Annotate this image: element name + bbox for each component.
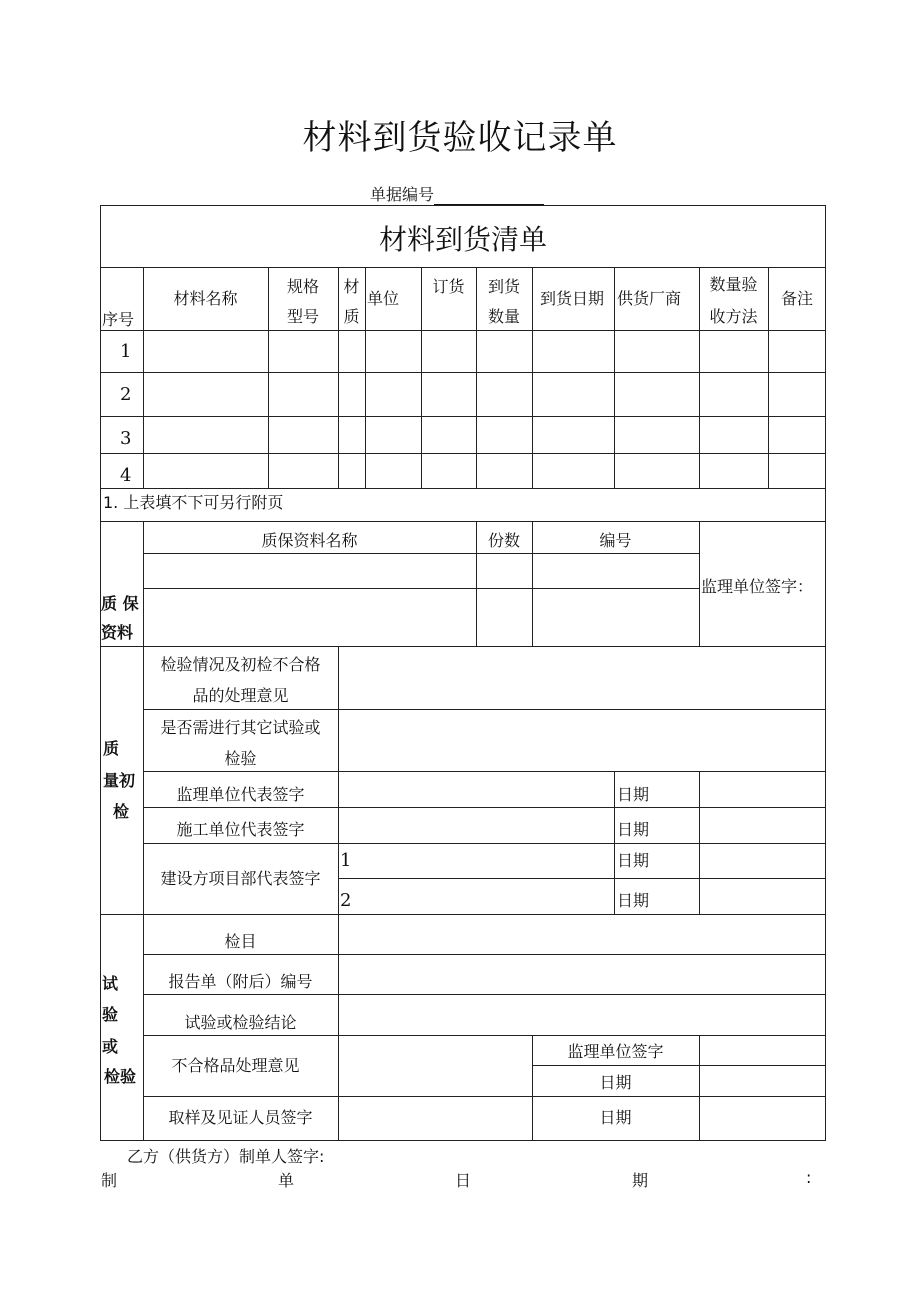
contractor-rep-label: 施工单位代表签字 (176, 820, 305, 839)
initial-section-label: 质 (103, 739, 120, 758)
header-material-2: 质 (343, 307, 360, 326)
footer-char: 期 (632, 1171, 649, 1190)
owner-rep-1: 1 (340, 850, 352, 871)
rule (100, 372, 826, 373)
rule (614, 267, 615, 488)
rule (100, 521, 826, 522)
header-method-1: 数量验 (709, 275, 758, 294)
other-test-label: 是否需进行其它试验或 (160, 718, 321, 737)
test-section-label: 验 (102, 1005, 119, 1024)
owner-rep-2: 2 (340, 890, 352, 911)
rule (338, 914, 339, 1141)
rule (143, 588, 699, 589)
page-title: 材料到货验收记录单 (302, 118, 618, 158)
qa-number-header: 编号 (599, 531, 632, 550)
header-spec-2: 型号 (286, 307, 319, 326)
date-label: 日期 (599, 1073, 632, 1092)
row-number: 3 (120, 428, 132, 449)
footer-char: 日 (455, 1171, 472, 1190)
header-unit: 单位 (367, 289, 400, 308)
rule (699, 1035, 700, 1141)
row-number: 1 (120, 341, 132, 362)
nonconforming-opinion-label: 不合格品处理意见 (171, 1056, 300, 1075)
table-note: 1. 上表填不下可另行附页 (103, 493, 284, 512)
inspection-opinion-label: 品的处理意见 (192, 686, 289, 705)
date-label: 日期 (617, 851, 650, 870)
rule (100, 267, 826, 268)
table-title: 材料到货清单 (378, 223, 547, 256)
header-spec-1: 规格 (286, 277, 319, 296)
footer-char: 制 (101, 1171, 118, 1190)
supervisor-sign-label: 监理单位签字： (701, 577, 814, 596)
qa-section-label: 质 保 (101, 594, 139, 613)
rule (338, 878, 826, 879)
other-test-label: 检验 (224, 749, 257, 768)
header-remark: 备注 (780, 289, 813, 308)
date-label: 日期 (617, 785, 650, 804)
header-arrival-1: 到货 (487, 277, 520, 296)
test-supervisor-sign-label: 监理单位签字 (567, 1042, 664, 1061)
date-label: 日期 (599, 1108, 632, 1127)
report-number-label: 报告单（附后）编号 (168, 972, 313, 991)
owner-rep-label: 建设方项目部代表签字 (160, 869, 321, 888)
doc-number-line (370, 182, 544, 205)
qa-doc-name-header: 质保资料名称 (261, 531, 358, 550)
header-arrival-date: 到货日期 (540, 289, 605, 308)
footer-char: 单 (278, 1171, 295, 1190)
date-label: 日期 (617, 891, 650, 910)
rule (100, 914, 826, 915)
sampler-sign-label: 取样及见证人员签字 (168, 1108, 313, 1127)
preparer-sign-label: 乙方（供货方）制单人签字: (127, 1147, 325, 1166)
initial-section-label: 检 (113, 802, 130, 821)
rule (699, 771, 700, 914)
rule (532, 267, 533, 488)
qa-section-label: 资料 (101, 623, 134, 642)
initial-section-label: 量初 (103, 771, 136, 790)
rule (100, 416, 826, 417)
inspection-opinion-label: 检验情况及初检不合格 (160, 655, 321, 674)
test-section-label: 或 (102, 1037, 119, 1056)
test-item-label: 检目 (224, 932, 257, 951)
header-seq: 序号 (102, 310, 135, 329)
rule (699, 267, 700, 488)
test-section-label: 检验 (104, 1067, 137, 1086)
rule (100, 646, 826, 647)
date-label: 日期 (617, 820, 650, 839)
rule (100, 453, 826, 454)
qa-copies-header: 份数 (487, 531, 520, 550)
header-method-2: 收方法 (709, 307, 758, 326)
row-number: 2 (120, 384, 132, 405)
test-section-label: 试 (102, 974, 119, 993)
row-number: 4 (120, 465, 132, 486)
rule (338, 646, 339, 914)
test-conclusion-label: 试验或检验结论 (184, 1013, 297, 1032)
header-order: 订货 (432, 277, 465, 296)
doc-number-blank[interactable] (434, 188, 544, 205)
header-material-1: 材 (343, 277, 360, 296)
doc-number-label: 单据编号 (370, 185, 435, 204)
header-name: 材料名称 (173, 289, 238, 308)
footer-char: : (806, 1168, 812, 1187)
header-arrival-2: 数量 (487, 307, 520, 326)
header-vendor: 供货厂商 (617, 289, 682, 308)
rule (365, 267, 366, 488)
supervisor-rep-label: 监理单位代表签字 (176, 785, 305, 804)
rule (143, 1096, 826, 1097)
rule (614, 771, 615, 914)
rule (699, 521, 700, 646)
